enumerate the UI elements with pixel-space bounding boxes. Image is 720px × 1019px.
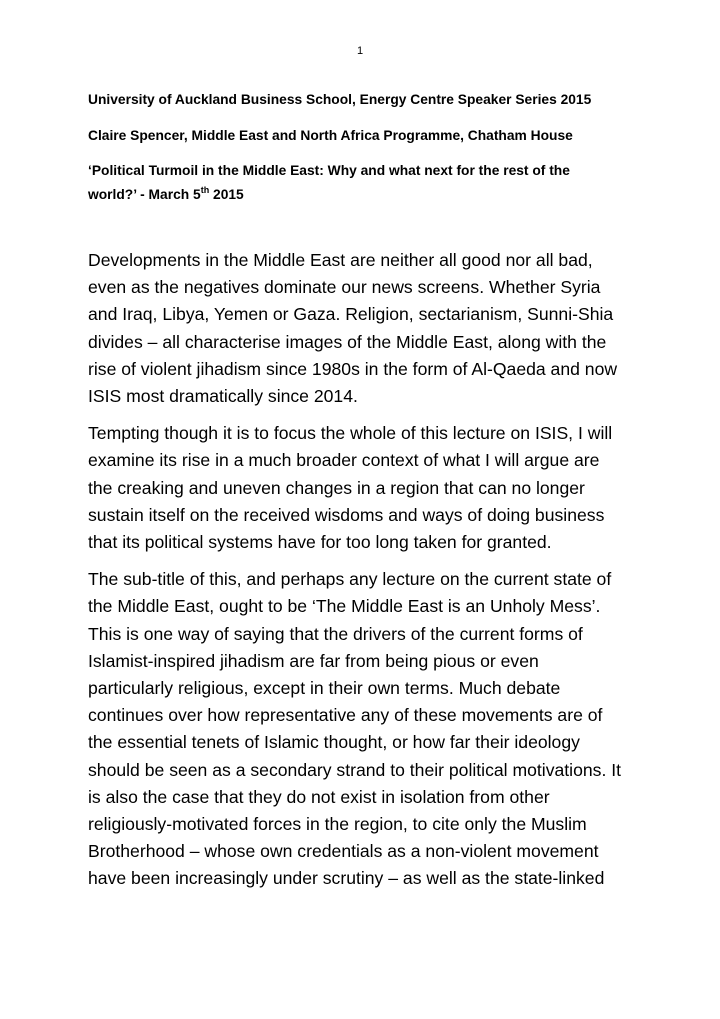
series-heading: University of Auckland Business School, Energy Centre Speaker Series 2015 [88, 92, 592, 107]
lecture-title-line-2 [88, 183, 648, 207]
paragraph-line: even as the negatives dominate our news screens. Whether Syria [88, 277, 601, 298]
paragraph-line: divides – all characterise images of the Middle East, along with the [88, 331, 607, 352]
paragraph-line: the Middle East, ought to be ‘The Middle East is an Unholy Mess’. [88, 596, 601, 617]
paragraph-line: the creaking and uneven changes in a region that can no longer [88, 477, 585, 498]
paragraph [88, 566, 648, 892]
speaker-heading: Claire Spencer, Middle East and North Africa Programme, Chatham House [88, 128, 573, 143]
paragraph-line: The sub-title of this, and perhaps any lecture on the current state of [88, 569, 612, 590]
paragraph-line: particularly religious, except in their own terms. Much debate [88, 678, 561, 699]
paragraph-line: continues over how representative any of these movements are of [88, 705, 603, 726]
page-number: 1 [356, 45, 364, 57]
lecture-title-date-prefix: world?’ - March 5 [88, 187, 201, 202]
paragraph-line: examine its rise in a much broader context of what I will argue are [88, 450, 600, 471]
paragraph-line: Tempting though it is to focus the whole of this lecture on ISIS, I will [88, 423, 613, 444]
paragraph-line: have been increasingly under scrutiny – as well as the state-linked [88, 868, 605, 889]
lecture-body [88, 247, 648, 903]
paragraph [88, 247, 648, 410]
paragraph-line: This is one way of saying that the drivers of the current forms of [88, 623, 583, 644]
lecture-title [88, 159, 648, 207]
paragraph-line: rise of violent jihadism since 1980s in the form of Al-Qaeda and now [88, 358, 618, 379]
paragraph-line: Brotherhood – whose own credentials as a non-violent movement [88, 841, 599, 862]
paragraph-line: is also the case that they do not exist in isolation from other [88, 786, 550, 807]
paragraph-line: Islamist-inspired jihadism are far from being pious or even [88, 650, 539, 671]
paragraph-line: ISIS most dramatically since 2014. [88, 386, 358, 407]
paragraph-line: and Iraq, Libya, Yemen or Gaza. Religion, sectarianism, Sunni-Shia [88, 304, 614, 325]
paragraph-line: should be seen as a secondary strand to their political motivations. It [88, 759, 621, 780]
paragraph [88, 420, 648, 556]
paragraph-line: sustain itself on the received wisdoms and ways of doing business [88, 504, 605, 525]
paragraph-line: Developments in the Middle East are neither all good nor all bad, [88, 250, 593, 270]
paragraph-line: that its political systems have for too long taken for granted. [88, 532, 552, 553]
paragraph-line: religiously-motivated forces in the region, to cite only the Muslim [88, 814, 587, 835]
lecture-title-year: 2015 [209, 187, 244, 202]
lecture-title-ordinal-suffix: th [200, 185, 210, 195]
paragraph-line: the essential tenets of Islamic thought, or how far their ideology [88, 732, 580, 753]
lecture-title-line-1: ‘Political Turmoil in the Middle East: Why and what next for the rest of the [88, 163, 570, 178]
